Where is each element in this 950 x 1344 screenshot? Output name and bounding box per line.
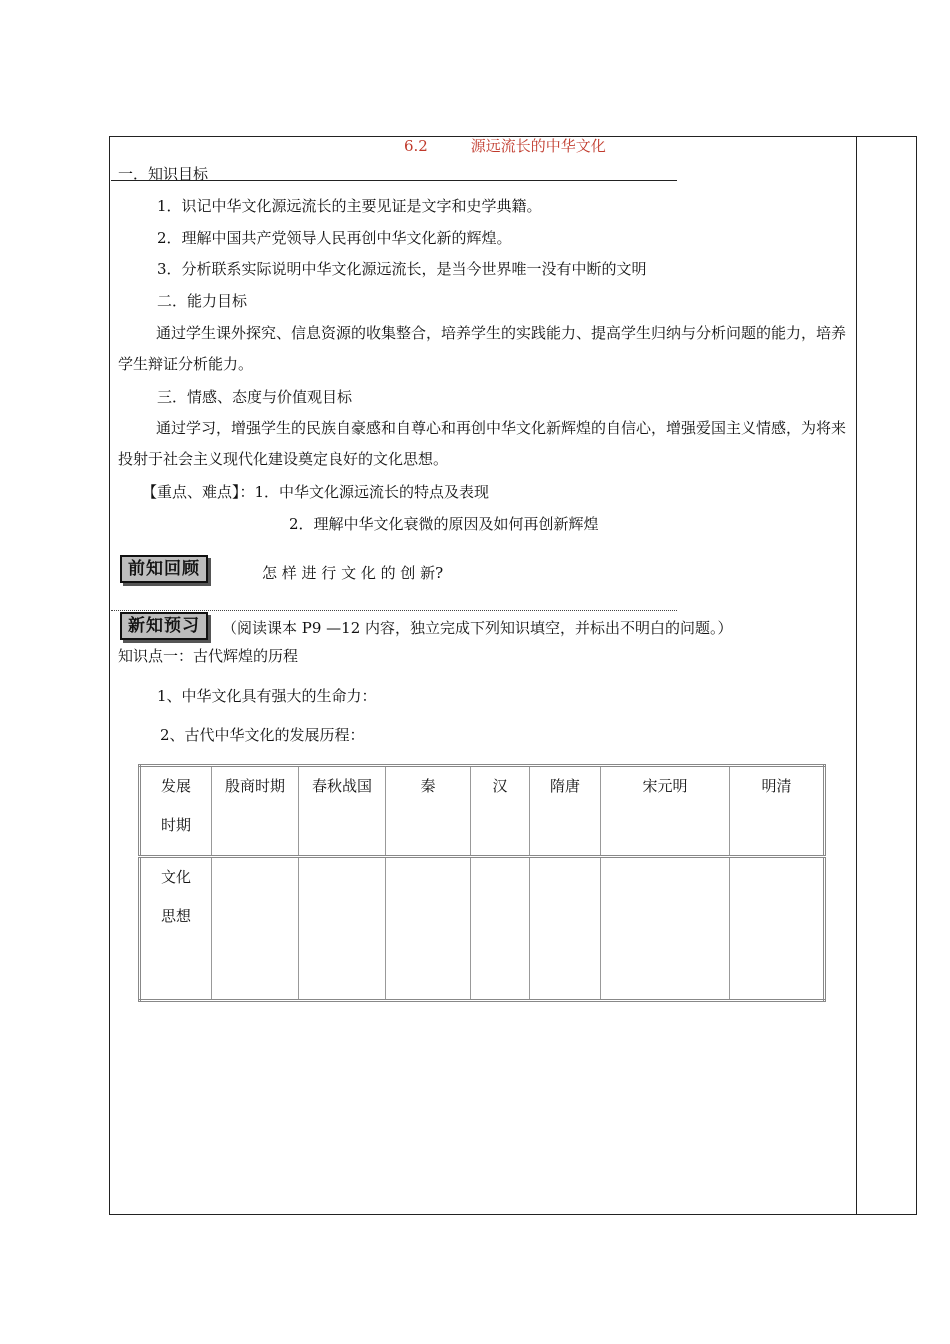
table-cell: 春秋战国	[299, 766, 386, 857]
section2-body: 通过学生课外探究、信息资源的收集整合，培养学生的实践能力、提高学生归纳与分析问题的能力，培养学生辩证分析能力。	[118, 324, 847, 373]
table-cell: 汉	[471, 766, 530, 857]
objective-3: 3．分析联系实际说明中华文化源远流长，是当今世界唯一没有中断的文明	[157, 260, 647, 278]
objective-2: 2．理解中国共产党领导人民再创中华文化新的辉煌。	[157, 229, 512, 247]
section2-heading: 二．能力目标	[157, 292, 248, 310]
heading-underline	[111, 180, 677, 181]
lesson-title: 6.2 源远流长的中华文化	[404, 137, 606, 155]
keypoint-2: 2．理解中华文化衰微的原因及如何再创新辉煌	[289, 515, 599, 533]
objective-1: 1．识记中华文化源远流长的主要见证是文字和史学典籍。	[157, 197, 542, 215]
section3-heading: 三．情感、态度与价值观目标	[157, 388, 353, 406]
section3-body: 通过学习，增强学生的民族自豪感和自尊心和再创中华文化新辉煌的自信心，增强爱国主义情感，为将来投射于社会主义现代化建设奠定良好的文化思想。	[118, 419, 847, 468]
preview-instruction: （阅读课本 P9 —12 内容，独立完成下列知识填空，并标出不明白的问题。）	[222, 619, 733, 637]
table-row-header: 文化 思想	[140, 857, 212, 1001]
table-cell: 宋元明	[601, 766, 730, 857]
keypoints-label: 【重点、难点】	[142, 483, 240, 501]
table-cell: 隋唐	[530, 766, 601, 857]
table-row-header: 发展 时期	[140, 766, 212, 857]
review-tag: 前知回顾	[120, 555, 208, 583]
knowledge1-q2: 2、古代中华文化的发展历程：	[160, 726, 365, 744]
knowledge1-q1: 1、中华文化具有强大的生命力：	[157, 687, 377, 705]
table-cell: 秦	[386, 766, 471, 857]
section1-heading: 一．知识目标	[118, 165, 209, 183]
table-cell-blank[interactable]	[386, 857, 471, 1001]
table-cell-blank[interactable]	[212, 857, 299, 1001]
preview-tag: 新知预习	[120, 612, 208, 640]
keypoints-line1	[142, 482, 489, 502]
table-cell-blank[interactable]	[730, 857, 825, 1001]
table-row	[140, 857, 825, 1001]
knowledge1-heading: 知识点一：古代辉煌的历程	[118, 647, 299, 665]
right-margin-divider	[856, 136, 857, 1215]
table-cell-blank[interactable]	[530, 857, 601, 1001]
table-cell-blank[interactable]	[299, 857, 386, 1001]
table-row	[140, 766, 825, 857]
keypoint-1: ：1．中华文化源远流长的特点及表现	[239, 483, 490, 501]
history-table	[138, 764, 826, 1002]
table-cell: 殷商时期	[212, 766, 299, 857]
table-cell: 明清	[730, 766, 825, 857]
review-question: 怎 样 进 行 文 化 的 创 新?	[262, 564, 444, 582]
dotted-divider	[111, 610, 677, 611]
table-cell-blank[interactable]	[471, 857, 530, 1001]
table-cell-blank[interactable]	[601, 857, 730, 1001]
